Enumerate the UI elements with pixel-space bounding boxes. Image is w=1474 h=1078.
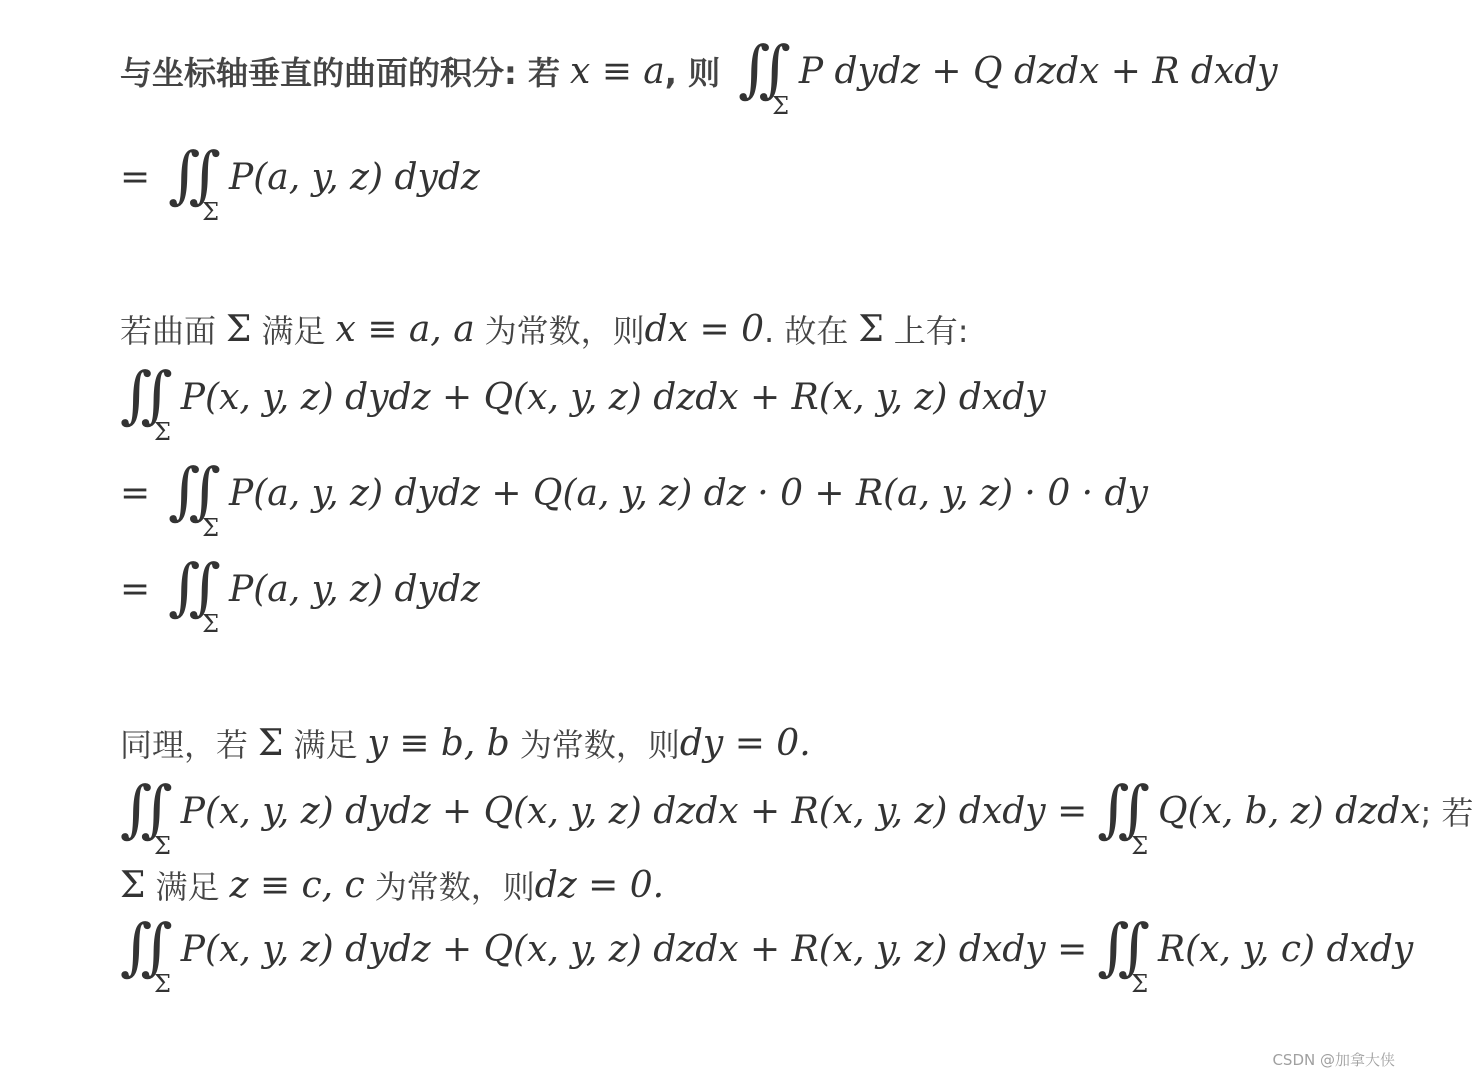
section2-line3 bbox=[120, 550, 480, 638]
section3-condition2: z ≡ c, c bbox=[229, 864, 365, 906]
section3-line1-lhs: P(x, y, z) dydz + Q(x, y, z) dzdx + R(x, y, z) dxdy = bbox=[180, 790, 1088, 832]
integral-subscript: Σ bbox=[154, 970, 171, 998]
section3-intro2-1: 满足 bbox=[155, 868, 220, 906]
section3-derivative2: dz = 0. bbox=[534, 864, 665, 906]
section2-line1 bbox=[120, 358, 1046, 446]
section3-condition: y ≡ b, b bbox=[367, 722, 510, 764]
equals-sign: = bbox=[120, 156, 151, 198]
section2-line2-expr: P(a, y, z) dydz + Q(a, y, z) dz · 0 + R(a, y, z) · 0 · dy bbox=[228, 472, 1148, 514]
section1-lhs: P dydz + Q dzdx + R dxdy bbox=[798, 50, 1278, 92]
double-integral-sign: ∬ Σ bbox=[1097, 772, 1149, 860]
double-integral-sign: ∬ Σ bbox=[120, 358, 171, 446]
integral-subscript: Σ bbox=[1131, 832, 1149, 860]
section3-intro-line bbox=[120, 720, 811, 766]
integral-subscript: Σ bbox=[202, 610, 220, 638]
csdn-watermark: CSDN @加拿大侠 bbox=[1272, 1051, 1395, 1069]
section3-line1-rhs: Q(x, b, z) dzdx bbox=[1158, 790, 1421, 832]
section2-derivative: dx = 0 bbox=[644, 308, 764, 350]
integral-subscript: Σ bbox=[202, 198, 220, 226]
double-integral-sign: ∬ Σ bbox=[120, 772, 171, 860]
section3-intro-3: 为常数，则 bbox=[519, 726, 680, 764]
integral-subscript: Σ bbox=[1131, 970, 1149, 998]
sigma-symbol: Σ bbox=[226, 308, 252, 350]
integral-subscript: Σ bbox=[772, 92, 790, 120]
sigma-symbol: Σ bbox=[120, 864, 146, 906]
section1-heading: 与坐标轴垂直的曲面的积分: 若 bbox=[120, 54, 560, 92]
section2-line2 bbox=[120, 454, 1148, 542]
section2-line1-expr: P(x, y, z) dydz + Q(x, y, z) dzdx + R(x, y, z) dxdy bbox=[180, 376, 1046, 418]
section2-condition: x ≡ a, a bbox=[335, 308, 475, 350]
section1-condition: x ≡ a bbox=[569, 50, 665, 92]
section3-derivative: dy = 0. bbox=[679, 722, 811, 764]
equals-sign: = bbox=[120, 472, 151, 514]
section3-intro-1: 同理，若 bbox=[120, 726, 249, 764]
section1-result: P(a, y, z) dydz bbox=[228, 156, 480, 198]
section3-line1-tail: ; 若 bbox=[1420, 794, 1474, 832]
section2-line3-expr: P(a, y, z) dydz bbox=[228, 568, 480, 610]
section3-intro-2: 满足 bbox=[293, 726, 358, 764]
integral-subscript: Σ bbox=[154, 832, 171, 860]
integral-subscript: Σ bbox=[202, 514, 220, 542]
section3-line2 bbox=[120, 910, 1414, 998]
section1-heading-line bbox=[120, 32, 1278, 120]
section1-then: , 则 bbox=[664, 54, 721, 92]
double-integral-sign: ∬ Σ bbox=[168, 138, 220, 226]
section3-line2-rhs: R(x, y, c) dxdy bbox=[1158, 928, 1414, 970]
sigma-symbol: Σ bbox=[258, 722, 284, 764]
double-integral-sign: ∬ Σ bbox=[1097, 910, 1149, 998]
section3-line1 bbox=[120, 772, 1474, 860]
double-integral-sign: ∬ Σ bbox=[738, 32, 790, 120]
equals-sign: = bbox=[120, 568, 151, 610]
integral-subscript: Σ bbox=[154, 418, 171, 446]
section2-intro-5: 上有: bbox=[893, 312, 969, 350]
section2-intro-3: 为常数，则 bbox=[484, 312, 645, 350]
double-integral-sign: ∬ Σ bbox=[168, 550, 220, 638]
sigma-symbol: Σ bbox=[858, 308, 884, 350]
double-integral-sign: ∬ Σ bbox=[120, 910, 171, 998]
section2-intro-line bbox=[120, 306, 969, 352]
section2-intro-4: . 故在 bbox=[763, 312, 849, 350]
section2-intro-2: 满足 bbox=[261, 312, 326, 350]
section3-intro2-2: 为常数，则 bbox=[374, 868, 535, 906]
double-integral-sign: ∬ Σ bbox=[168, 454, 220, 542]
section2-intro-1: 若曲面 bbox=[120, 312, 217, 350]
section3-intro2-line bbox=[120, 862, 664, 908]
section3-line2-lhs: P(x, y, z) dydz + Q(x, y, z) dzdx + R(x, y, z) dxdy = bbox=[180, 928, 1088, 970]
section1-result-line bbox=[120, 138, 480, 226]
